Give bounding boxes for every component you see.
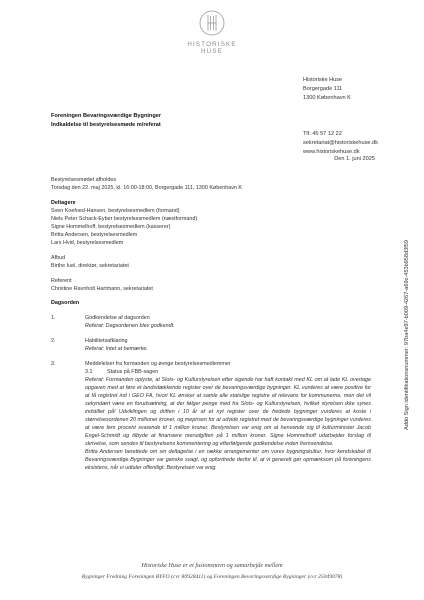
sender-phone: Tlf. 45 57 12 22: [303, 131, 342, 137]
meeting-when: Torsdag den 22. maj 2025, kl. 16:00-18:00, Borgergade 111, 1300 København K: [51, 185, 242, 191]
participant: Sven Koefoed-Hansen, bestyrelsesmedlem (formand): [51, 208, 180, 214]
meeting-intro: Bestyrelsesmødet afholdes: [51, 177, 117, 183]
agenda-referat-paragraph: Britta Andersen berettede om sin deltagelse i en række arrangementer om vores bygningskultur, hvor kendskabet til Bevaringsværdige Bygninger var ganske svagt, og opfordrede derfor til, at vi generelt gør opmærksom på foreningens eksistens, når vi udtaler offentligt. Bestyrelsen var enig.: [85, 449, 371, 471]
sender-street: Borgergade 111: [303, 86, 343, 92]
absent-heading: Afbud: [51, 255, 66, 261]
agenda-item-title: Habilitetsafklaring: [85, 338, 128, 344]
sender-name: Historiske Huse: [303, 77, 343, 83]
agenda-section: [51, 299, 371, 472]
document-body: [51, 176, 371, 472]
sign-id-text: Addo Sign identifikationsnummer: 97ba4e97-b009-4267-a69c-453b958d3f59: [404, 239, 410, 430]
footer-line2: Bygninger Fredning Foreningen BYFO (cvr 80928411) og Foreningen Bevaringsværdige Bygninger (cvr 25049078): [81, 574, 343, 580]
agenda-subitem-number: 3.1: [85, 369, 93, 375]
sender-web[interactable]: www.historiskehuse.dk: [303, 149, 360, 155]
recipient-line1: Foreningen Bevaringsværdige Bygninger: [51, 113, 162, 119]
participant: Lars Hvid, bestyrelsesmedlem: [51, 240, 124, 246]
agenda-item-referat: Referat: Intet at bemærke.: [85, 346, 148, 352]
agenda-item: [51, 314, 371, 330]
recipient: [51, 112, 161, 129]
agenda-item-number: 2.: [51, 338, 56, 344]
agenda-subitem-title: Status på FBB-sagen: [107, 369, 159, 375]
participants-heading: Deltagere: [51, 200, 76, 206]
participant: Signe Hommelhoff, bestyrelsesmedlem (kasserer): [51, 224, 171, 230]
agenda-item-number: 1.: [51, 315, 56, 321]
agenda-item: [51, 337, 371, 353]
agenda-item-title: Meddelelser fra formanden og øvrige bestyrelsesmedlemmer: [85, 361, 231, 367]
absent-section: [51, 254, 371, 270]
logo-line2: HUSE: [201, 48, 223, 55]
agenda-subitem: [85, 368, 371, 376]
logo: [184, 10, 240, 55]
recipient-line2: Indkaldelse til bestyrelsesmøde m/referat: [51, 121, 161, 128]
participant: Niels Peter Schack-Eyber bestyrelsesmedlem (næstformand): [51, 216, 198, 222]
house-logo-icon: [199, 10, 225, 36]
participants-section: [51, 199, 371, 247]
agenda-item-number: 3.: [51, 361, 56, 367]
letter-date: Den 1. juni 2025: [334, 156, 375, 162]
agenda-referat-paragraph: Referat: Formanden oplyste, at Slots- og Kulturstyrelsen efter sigende har haft kontakt med KL om at lade KL overtage opgaven med at føre et landsdækkende register over de bevaringsværdige bygninger. KL vurderes at være positive for at få registret ind i GEO FA, hvori KL ønsker at samle alle statslige registre af relevans for kommunerne, men det vil sekyndært være en forudsætning, at der følger penge med fra Slots- og Kulturstyrelsen, hvilket styrelsen ikke synes indstillet på! Udviklingen og driften i 10 år af et nyt register over de fredede bygninger vurderes at koste i størrelsesordenen 20 millioner kroner, og meprisen for at udvide registret med de bevaringsværdige bygninger vurderes at være fem procent svarende til 1 million kroner. Bestyrelsen var enig om at henvende sig til kulturminister Jacob Engel-Schmidt og tilbyde at finansiere merudgiften på 1 million kroner. Signe Hommelhoff udarbejder forslag til skrivelse, som sendes til bestyrelsens kommentering og efterfølgende godkendelse inden fremsendelse.: [85, 377, 371, 447]
sender-city: 1300 København K: [303, 95, 351, 101]
absent-text: Birthe Iuel, direktør, sekretariatet: [51, 263, 129, 269]
referent-text: Christine Ravnholt Hartmann, sekretariatet: [51, 286, 153, 292]
participant: Britta Andersen, bestyrelsesmedlem: [51, 232, 138, 238]
sender-address: [303, 76, 378, 157]
footer-line1: Historiske Huse er et fusionsnavn og samarbejde mellem: [141, 562, 283, 569]
sender-email[interactable]: sekretariat@historiskehuse.dk: [303, 140, 379, 146]
agenda-item-referat: Referat: Dagsordenen blev godkendt.: [85, 323, 175, 329]
agenda-heading: Dagsorden: [51, 300, 80, 306]
agenda-item: [51, 360, 371, 472]
referent-heading: Referent: [51, 278, 72, 284]
agenda-item-title: Godkendelse af dagsorden: [85, 315, 150, 321]
referent-section: [51, 277, 371, 293]
logo-line1: HISTORISKE: [187, 41, 237, 48]
